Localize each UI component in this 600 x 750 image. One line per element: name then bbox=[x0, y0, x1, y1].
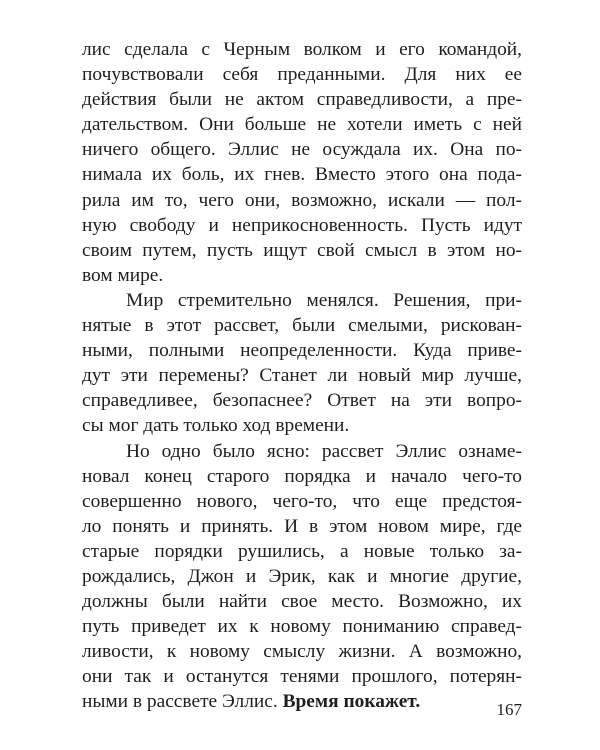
text-line: Но одно было ясно: рассвет Эллис ознаме- bbox=[126, 440, 522, 462]
text-line: лис сделала с Черным волком и его командой, bbox=[82, 39, 522, 60]
text-line: совершенно нового, чего-то, что еще предстоя- bbox=[82, 490, 522, 512]
page-number: 167 bbox=[496, 700, 522, 719]
text-line: дательством. Они больше не хотели иметь с ней bbox=[82, 114, 522, 136]
body-text bbox=[82, 37, 522, 715]
text-line: старые порядки рушились, а новые только за- bbox=[82, 540, 522, 562]
text-line: вом мире. bbox=[82, 264, 164, 286]
text-line: справедливее, безопаснее? Ответ на эти вопро- bbox=[82, 390, 522, 412]
final-text-line bbox=[82, 689, 522, 714]
text-line: ную свободу и неприкосновенность. Пусть идут bbox=[82, 214, 522, 236]
text-line: почувствовали себя преданными. Для них ее bbox=[82, 64, 522, 86]
text-line: ными, полными неопределенности. Куда приве- bbox=[82, 340, 522, 362]
text-line: Мир стремительно менялся. Решения, при- bbox=[126, 289, 522, 311]
text-line: путь приведет их к новому пониманию справед- bbox=[82, 616, 522, 638]
text-line: ло понять и принять. И в этом новом мире, где bbox=[82, 515, 522, 537]
text-line: дут эти перемены? Станет ли новый мир лучше, bbox=[82, 365, 522, 387]
text-line: нятые в этот рассвет, были смелыми, рискован- bbox=[82, 315, 522, 337]
text-line: должны были найти свое место. Возможно, их bbox=[82, 591, 522, 613]
text-line: нимала их боль, их гнев. Вместо этого она пода- bbox=[82, 164, 522, 186]
text-line: ливости, к новому смыслу жизни. А возможно, bbox=[82, 641, 522, 663]
text-line: действия были не актом справедливости, а пре- bbox=[82, 89, 522, 111]
text-line: они так и останутся тенями прошлого, потерян- bbox=[82, 666, 522, 688]
text-line: рождались, Джон и Эрик, как и многие другие, bbox=[82, 565, 522, 587]
text-line: ничего общего. Эллис не осуждала их. Она по- bbox=[82, 139, 522, 161]
closing-phrase-bold: Время покажет. bbox=[282, 691, 421, 713]
text-line: своим путем, пусть ищут свой смысл в этом но- bbox=[82, 239, 522, 261]
text-line: сы мог дать только ход времени. bbox=[82, 415, 350, 437]
final-line-plain: ными в рассвете Эллис. bbox=[82, 691, 283, 713]
text-line: рила им то, чего они, возможно, искали — пол- bbox=[82, 189, 522, 211]
text-line: новал конец старого порядка и начало чего-то bbox=[82, 465, 522, 487]
